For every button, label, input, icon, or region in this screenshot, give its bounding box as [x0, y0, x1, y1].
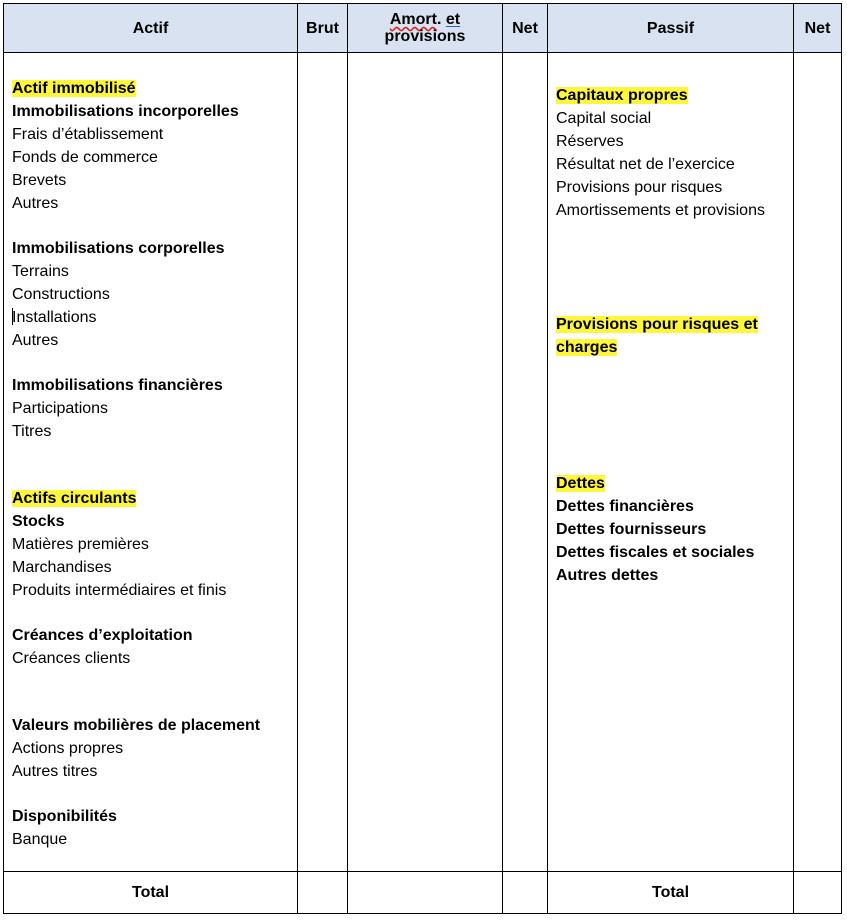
- list-item: Titres: [12, 423, 52, 440]
- provisions-heading-line1: Provisions pour risques et: [556, 316, 758, 333]
- capitaux-propres-heading: Capitaux propres: [556, 87, 688, 104]
- dettes-heading: Dettes: [556, 475, 605, 492]
- list-item: Fonds de commerce: [12, 149, 158, 166]
- list-item: Produits intermédiaires et finis: [12, 582, 227, 599]
- header-amortissements[interactable]: [348, 4, 503, 53]
- list-item: Autres: [12, 195, 59, 212]
- list-item: Autres: [12, 332, 59, 349]
- header-amort-et: et: [445, 11, 461, 28]
- total-net-passif-cell[interactable]: [794, 872, 842, 914]
- list-item: Dettes fournisseurs: [556, 521, 707, 538]
- immobilisations-corporelles-heading: Immobilisations corporelles: [12, 240, 225, 257]
- header-row: [4, 4, 842, 53]
- list-item: Capital social: [556, 110, 652, 127]
- balance-sheet-table: [3, 3, 842, 914]
- actifs-circulants-heading: Actifs circulants: [12, 490, 137, 507]
- disponibilites-heading: Disponibilités: [12, 808, 117, 825]
- list-item: Réserves: [556, 133, 624, 150]
- list-item: Brevets: [12, 172, 67, 189]
- creances-heading: Créances d’exploitation: [12, 627, 193, 644]
- stocks-heading: Stocks: [12, 513, 65, 530]
- list-item: Marchandises: [12, 559, 112, 576]
- actif-immobilise-heading: Actif immobilisé: [12, 80, 136, 97]
- list-item: Provisions pour risques: [556, 179, 723, 196]
- header-actif[interactable]: Actif: [4, 4, 298, 53]
- provisions-heading-line2: charges: [556, 339, 618, 356]
- balance-sheet: [3, 3, 841, 914]
- list-item: Amortissements et provisions: [556, 202, 765, 219]
- header-brut[interactable]: Brut: [298, 4, 348, 53]
- header-net-passif[interactable]: Net: [794, 4, 842, 53]
- total-amortissements-cell[interactable]: [348, 872, 503, 914]
- immobilisations-incorporelles-heading: Immobilisations incorporelles: [12, 103, 239, 120]
- header-amort-line2: provisions: [384, 28, 466, 45]
- brut-cell[interactable]: [298, 53, 348, 872]
- total-actif-label[interactable]: Total: [4, 872, 298, 914]
- total-net-actif-cell[interactable]: [503, 872, 548, 914]
- list-item: Matières premières: [12, 536, 149, 553]
- total-row: [4, 872, 842, 914]
- vmp-heading: Valeurs mobilières de placement: [12, 717, 261, 734]
- total-passif-label[interactable]: Total: [548, 872, 794, 914]
- list-item: Autres dettes: [556, 567, 659, 584]
- list-item: Actions propres: [12, 740, 124, 757]
- list-item: Créances clients: [12, 650, 131, 667]
- actif-cell[interactable]: [4, 53, 298, 872]
- list-item: Constructions: [12, 286, 110, 303]
- amortissements-cell[interactable]: [348, 53, 503, 872]
- header-amort-word: Amort: [389, 11, 437, 28]
- list-item: Participations: [12, 400, 109, 417]
- list-item: Autres titres: [12, 763, 98, 780]
- total-brut-cell[interactable]: [298, 872, 348, 914]
- actif-content: [4, 53, 297, 851]
- list-item: Installations: [12, 309, 97, 326]
- list-item: Frais d’établissement: [12, 126, 164, 143]
- header-amort-dot: .: [436, 11, 442, 28]
- list-item: Dettes financières: [556, 498, 694, 515]
- passif-content: [548, 53, 793, 587]
- list-item: Terrains: [12, 263, 69, 280]
- body-row: [4, 53, 842, 872]
- passif-cell[interactable]: [548, 53, 794, 872]
- net-passif-cell[interactable]: [794, 53, 842, 872]
- list-item: Résultat net de l’exercice: [556, 156, 735, 173]
- list-item: Banque: [12, 831, 68, 848]
- header-passif[interactable]: Passif: [548, 4, 794, 53]
- header-net[interactable]: Net: [503, 4, 548, 53]
- net-actif-cell[interactable]: [503, 53, 548, 872]
- list-item: Dettes fiscales et sociales: [556, 544, 755, 561]
- immobilisations-financieres-heading: Immobilisations financières: [12, 377, 223, 394]
